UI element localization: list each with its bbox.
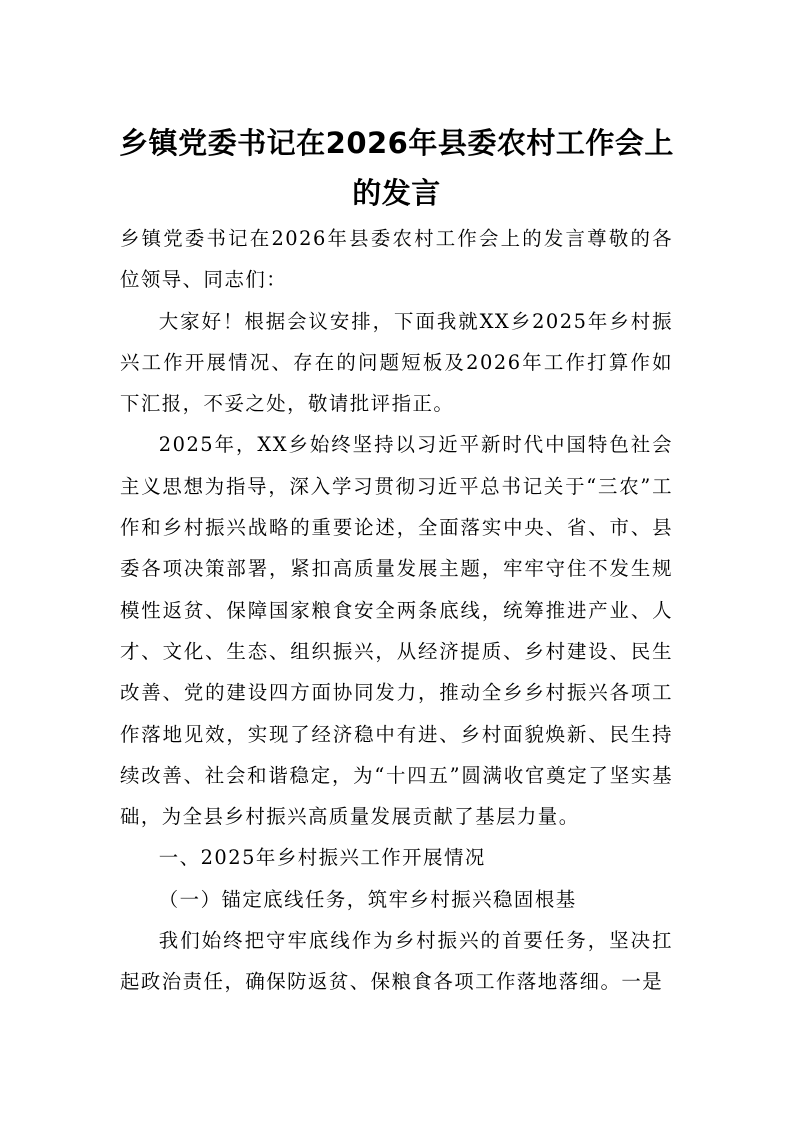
title-line-1: 乡镇党委书记在2026年县委农村工作会上 xyxy=(119,126,674,160)
opening-paragraph: 乡镇党委书记在2026年县委农村工作会上的发言尊敬的各位领导、同志们： xyxy=(120,227,673,292)
greeting-paragraph: 大家好！根据会议安排，下面我就XX乡2025年乡村振兴工作开展情况、存在的问题短板及2026年工作打算作如下汇报，不妥之处，敬请批评指正。 xyxy=(120,309,673,416)
section-heading-1: 一、2025年乡村振兴工作开展情况 xyxy=(158,846,486,870)
summary-paragraph: 2025年，XX乡始终坚持以习近平新时代中国特色社会主义思想为指导，深入学习贯彻习近平总书记关于“三农”工作和乡村振兴战略的重要论述，全面落实中央、省、市、县委各项决策部署，紧扣高质量发展主题，牢牢守住不发生规模性返贫、保障国家粮食安全两条底线，统筹推进产业、人才、文化、生态、组织振兴，从经济提质、乡村建设、民生改善、党的建设四方面协同发力，推动全乡乡村振兴各项工作落地见效，实现了经济稳中有进、乡村面貌焕新、民生持续改善、社会和谐稳定，为“十四五”圆满收官奠定了坚实基础，为全县乡村振兴高质量发展贡献了基层力量。 xyxy=(120,433,673,829)
document-title xyxy=(100,118,693,218)
subsection-paragraph: 我们始终把守牢底线作为乡村振兴的首要任务，坚决扛起政治责任，确保防返贫、保粮食各项工作落地落细。一是 xyxy=(120,929,673,994)
document-body xyxy=(120,218,673,1003)
subsection-heading-1: （一）锚定底线任务，筑牢乡村振兴稳固根基 xyxy=(158,887,577,911)
title-line-2: 的发言 xyxy=(352,176,441,210)
